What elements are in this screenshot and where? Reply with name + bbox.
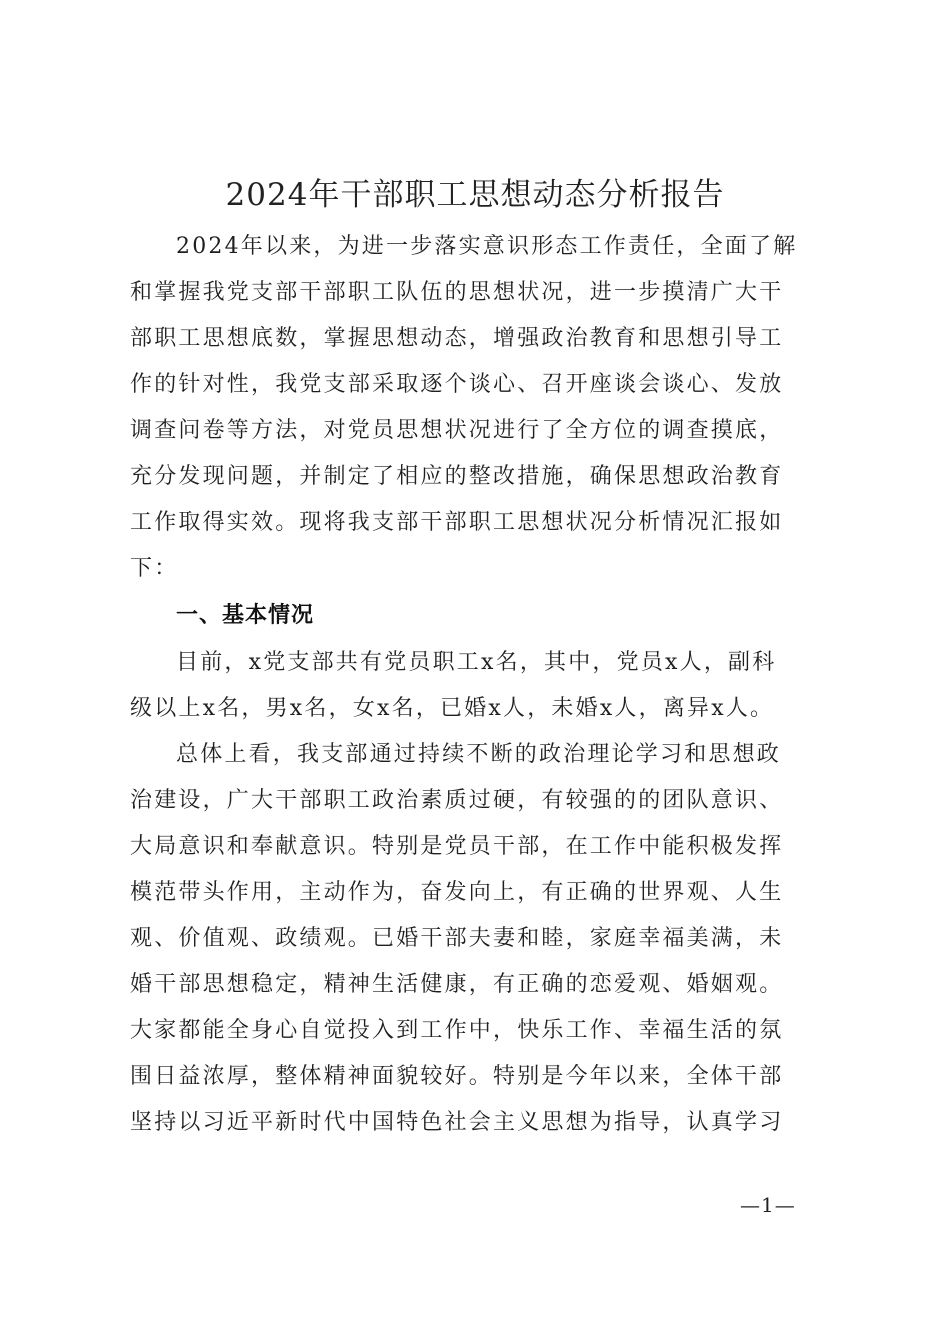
document-title: 2024年干部职工思想动态分析报告	[225, 177, 725, 213]
intro-line: 作的针对性，我党支部采取逐个谈心、召开座谈会谈心、发放	[130, 372, 784, 397]
intro-line: 2024年以来，为进一步落实意识形态工作责任，全面了解	[176, 234, 798, 259]
intro-line: 充分发现问题，并制定了相应的整改措施，确保思想政治教育	[130, 464, 784, 489]
intro-line: 部职工思想底数，掌握思想动态，增强政治教育和思想引导工	[130, 326, 784, 351]
para1-line: 级以上x名，男x名，女x名，已婚x人，未婚x人，离异x人。	[130, 696, 775, 721]
para1-line: 目前，x党支部共有党员职工x名，其中，党员x人，副科	[176, 650, 777, 675]
intro-line: 工作取得实效。现将我支部干部职工思想状况分析情况汇报如	[130, 510, 784, 535]
para2-line: 围日益浓厚，整体精神面貌较好。特别是今年以来，全体干部	[130, 1064, 784, 1089]
para2-line: 大家都能全身心自觉投入到工作中，快乐工作、幸福生活的氛	[130, 1018, 784, 1043]
intro-line: 下：	[130, 556, 179, 581]
section-heading-basic-situation: 一、基本情况	[176, 603, 315, 628]
para2-line: 坚持以习近平新时代中国特色社会主义思想为指导，认真学习	[130, 1110, 784, 1135]
page-number: —1—	[740, 1193, 796, 1217]
para2-line: 总体上看，我支部通过持续不断的政治理论学习和思想政	[176, 742, 782, 767]
para2-line: 观、价值观、政绩观。已婚干部夫妻和睦，家庭幸福美满，未	[130, 926, 784, 951]
para2-line: 模范带头作用，主动作为，奋发向上，有正确的世界观、人生	[130, 880, 784, 905]
para2-line: 婚干部思想稳定，精神生活健康，有正确的恋爱观、婚姻观。	[130, 972, 784, 997]
para2-line: 治建设，广大干部职工政治素质过硬，有较强的的团队意识、	[130, 788, 784, 813]
para2-line: 大局意识和奉献意识。特别是党员干部，在工作中能积极发挥	[130, 834, 784, 859]
intro-line: 和掌握我党支部干部职工队伍的思想状况，进一步摸清广大干	[130, 280, 784, 305]
intro-line: 调查问卷等方法，对党员思想状况进行了全方位的调查摸底，	[130, 418, 784, 443]
